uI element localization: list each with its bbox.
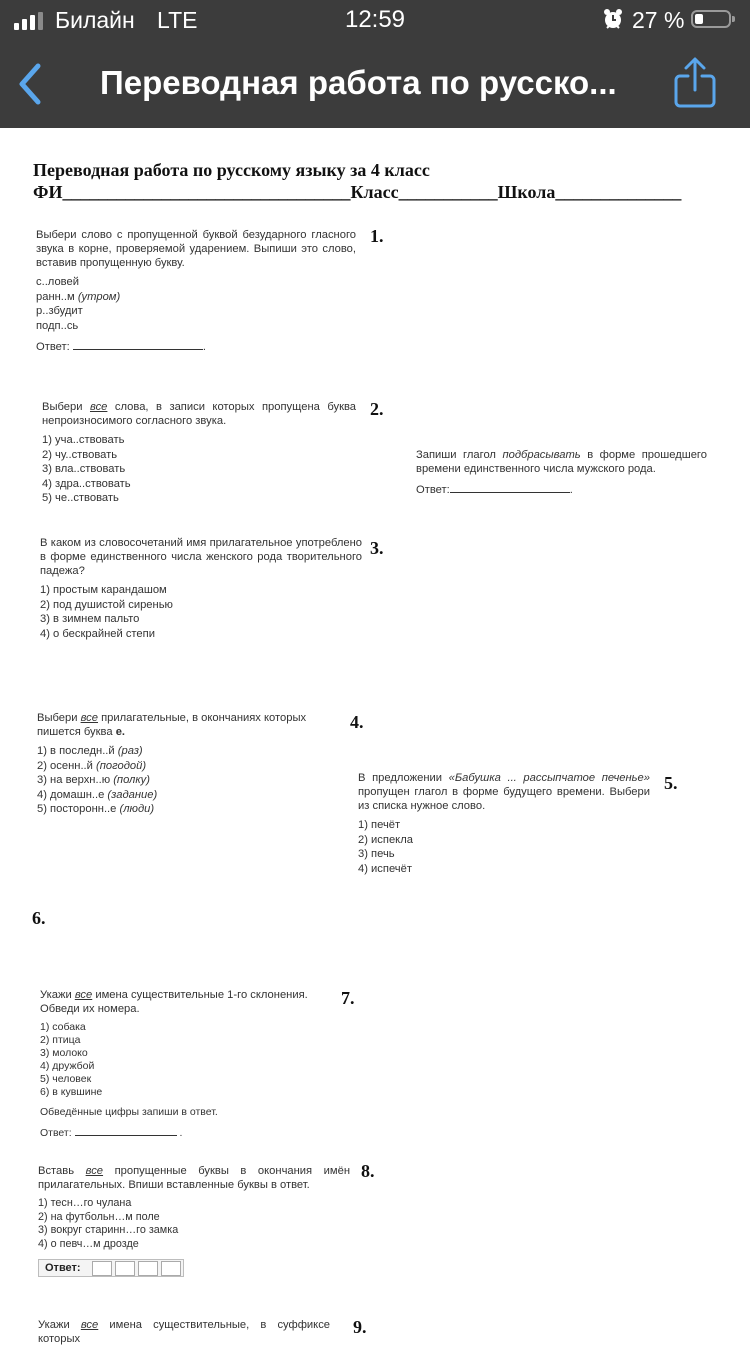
option-hint: (раз) — [117, 745, 143, 757]
option: 1) тесн…го чулана — [38, 1197, 132, 1209]
option: р..збудит — [36, 305, 83, 317]
option: 1) простым карандашом — [40, 584, 167, 596]
question-9 — [38, 1318, 330, 1346]
option: 3) на верхн..ю — [37, 774, 111, 786]
answer-label: Ответ: — [40, 1127, 72, 1139]
question-1 — [36, 228, 356, 354]
option: 2) чу..ствовать — [42, 448, 118, 461]
question-3 — [40, 536, 362, 641]
question-number: 7. — [341, 988, 355, 1008]
answer-label: Ответ: — [416, 484, 450, 496]
share-icon — [676, 59, 714, 106]
option: 1) уча..ствовать — [42, 434, 125, 446]
question-7 — [40, 988, 320, 1140]
option: 5) человек — [40, 1073, 92, 1085]
emphasis: все — [74, 989, 93, 1001]
answer-line — [450, 482, 570, 493]
answer-cell — [92, 1261, 112, 1276]
question-5 — [358, 771, 650, 876]
text: В предложении — [358, 772, 443, 784]
option: с..ловей — [36, 276, 79, 288]
option-hint: (полку) — [113, 774, 150, 786]
option-hint: (задание) — [107, 788, 158, 801]
emphasis: подбрасывать — [502, 449, 581, 461]
question-text: Выбери слово с пропущенной буквой безударного гласного звука в корне, проверяемой ударением. Выпиши это слово, вставив пропущенную букву. — [36, 229, 356, 269]
option: ранн..м — [36, 290, 75, 303]
options-list — [40, 583, 362, 641]
clock: 12:59 — [344, 6, 406, 33]
options-list — [358, 818, 650, 876]
page-title: Переводная работа по русско... — [100, 64, 617, 101]
emphasis: все — [80, 712, 99, 724]
status-bar — [0, 0, 750, 42]
question-4 — [37, 711, 347, 817]
emphasis: все — [85, 1165, 104, 1177]
options-list — [38, 1197, 350, 1251]
answer-row: Ответ: . — [36, 341, 206, 353]
option: 4) испечёт — [358, 862, 412, 875]
question-number: 2. — [370, 399, 384, 419]
option: 5) че..ствовать — [42, 492, 119, 504]
back-button[interactable] — [14, 60, 48, 108]
option: 6) в кувшине — [40, 1086, 103, 1098]
text: прилагательные, в окончаниях которых пишется буква — [37, 712, 307, 738]
answer-box — [38, 1259, 184, 1277]
answer-line — [75, 1125, 177, 1136]
emphasis: «Бабушка ... рассыпчатое печенье» — [448, 772, 650, 784]
answer-row: Ответ: . — [40, 1127, 183, 1139]
text: слова, в записи которых пропущена буква непроизносимого согласного звука. — [42, 401, 357, 427]
bold-letter: е. — [115, 726, 126, 738]
text: Укажи — [38, 1319, 70, 1331]
text: имена существительные, в суффиксе которых — [38, 1319, 331, 1345]
student-fields-line: ФИ________________________________Класс___________Школа______________ — [33, 182, 682, 202]
option: 4) о бескрайней степи — [40, 627, 155, 640]
carrier-name: Билайн — [55, 7, 135, 33]
text: Вставь — [38, 1165, 75, 1177]
question-number: 8. — [361, 1161, 375, 1181]
question-number: 5. — [664, 773, 678, 793]
option-hint: (люди) — [119, 803, 155, 815]
option: 3) в зимнем пальто — [40, 613, 140, 625]
answer-line — [73, 339, 203, 350]
question-text: В каком из словосочетаний имя прилагательное употреблено в форме единственного числа женского рода творительного падежа? — [40, 537, 362, 577]
question-2 — [42, 400, 356, 506]
top-bar — [0, 0, 750, 128]
network-type: LTE — [157, 7, 198, 33]
alarm-icon — [603, 8, 623, 30]
text: пропущенные буквы в окончания имён прилагательных. Впиши вставленные буквы в ответ. — [38, 1165, 351, 1191]
options-list — [42, 433, 356, 506]
option-hint: (погодой) — [96, 759, 147, 772]
text: Укажи — [40, 989, 72, 1001]
options-list — [37, 744, 347, 817]
option: 3) вла..ствовать — [42, 463, 126, 475]
battery-percent: 27 % — [632, 7, 685, 33]
option: 1) в последн..й — [37, 745, 115, 757]
options-list — [36, 275, 356, 333]
option: 2) осенн..й — [37, 759, 93, 772]
emphasis: все — [89, 401, 108, 413]
option: 1) печёт — [358, 819, 401, 831]
document-title: Переводная работа по русскому языку за 4 класс — [33, 160, 430, 180]
chevron-left-icon — [22, 66, 38, 102]
option: 3) печь — [358, 848, 395, 860]
share-button[interactable] — [672, 56, 718, 110]
text: Выбери — [42, 401, 83, 413]
option-hint: (утром) — [77, 290, 121, 303]
question-number: 9. — [353, 1317, 367, 1337]
question-8 — [38, 1164, 350, 1277]
answer-label: Ответ: — [45, 1262, 81, 1274]
answer-cell — [161, 1261, 181, 1276]
option: 2) под душистой сиренью — [40, 598, 173, 611]
text: Выбери — [37, 712, 78, 724]
option: 2) на футбольн…м поле — [38, 1210, 160, 1223]
option: 5) посторонн..е — [37, 803, 117, 815]
question-number: 4. — [350, 712, 364, 732]
answer-label: Ответ: — [36, 341, 70, 353]
answer-row: Ответ: . — [416, 484, 573, 496]
option: 3) вокруг старинн…го замка — [38, 1224, 179, 1236]
text: Запиши глагол — [416, 449, 496, 461]
question-number: 1. — [370, 226, 384, 246]
option: 1) собака — [40, 1021, 86, 1033]
option: 4) здра..ствовать — [42, 477, 131, 490]
emphasis: все — [80, 1319, 99, 1331]
instruction-note: Обведённые цифры запиши в ответ. — [40, 1106, 218, 1118]
option: 4) дружбой — [40, 1060, 95, 1072]
text: пропущен глагол в форме будущего времени. Выбери из списка нужное слово. — [358, 786, 650, 812]
option: 4) домашн..е — [37, 788, 105, 801]
options-list — [40, 1021, 320, 1099]
question-number: 3. — [370, 538, 384, 558]
option: 4) о певч…м дрозде — [38, 1237, 139, 1250]
text: имена существительные 1-го склонения. Обведи их номера. — [40, 989, 308, 1015]
text: в форме прошедшего времени единственного числа мужского рода. — [416, 449, 707, 475]
question-number: 6. — [32, 908, 46, 928]
option: 3) молоко — [40, 1047, 88, 1059]
battery-icon — [691, 10, 731, 28]
answer-cell — [138, 1261, 158, 1276]
option: 2) испекла — [358, 833, 413, 846]
option: 2) птица — [40, 1034, 81, 1046]
option: подп..сь — [36, 319, 79, 332]
question-verb-form — [416, 448, 707, 497]
document-viewer[interactable] — [0, 128, 750, 1345]
answer-cell — [115, 1261, 135, 1276]
